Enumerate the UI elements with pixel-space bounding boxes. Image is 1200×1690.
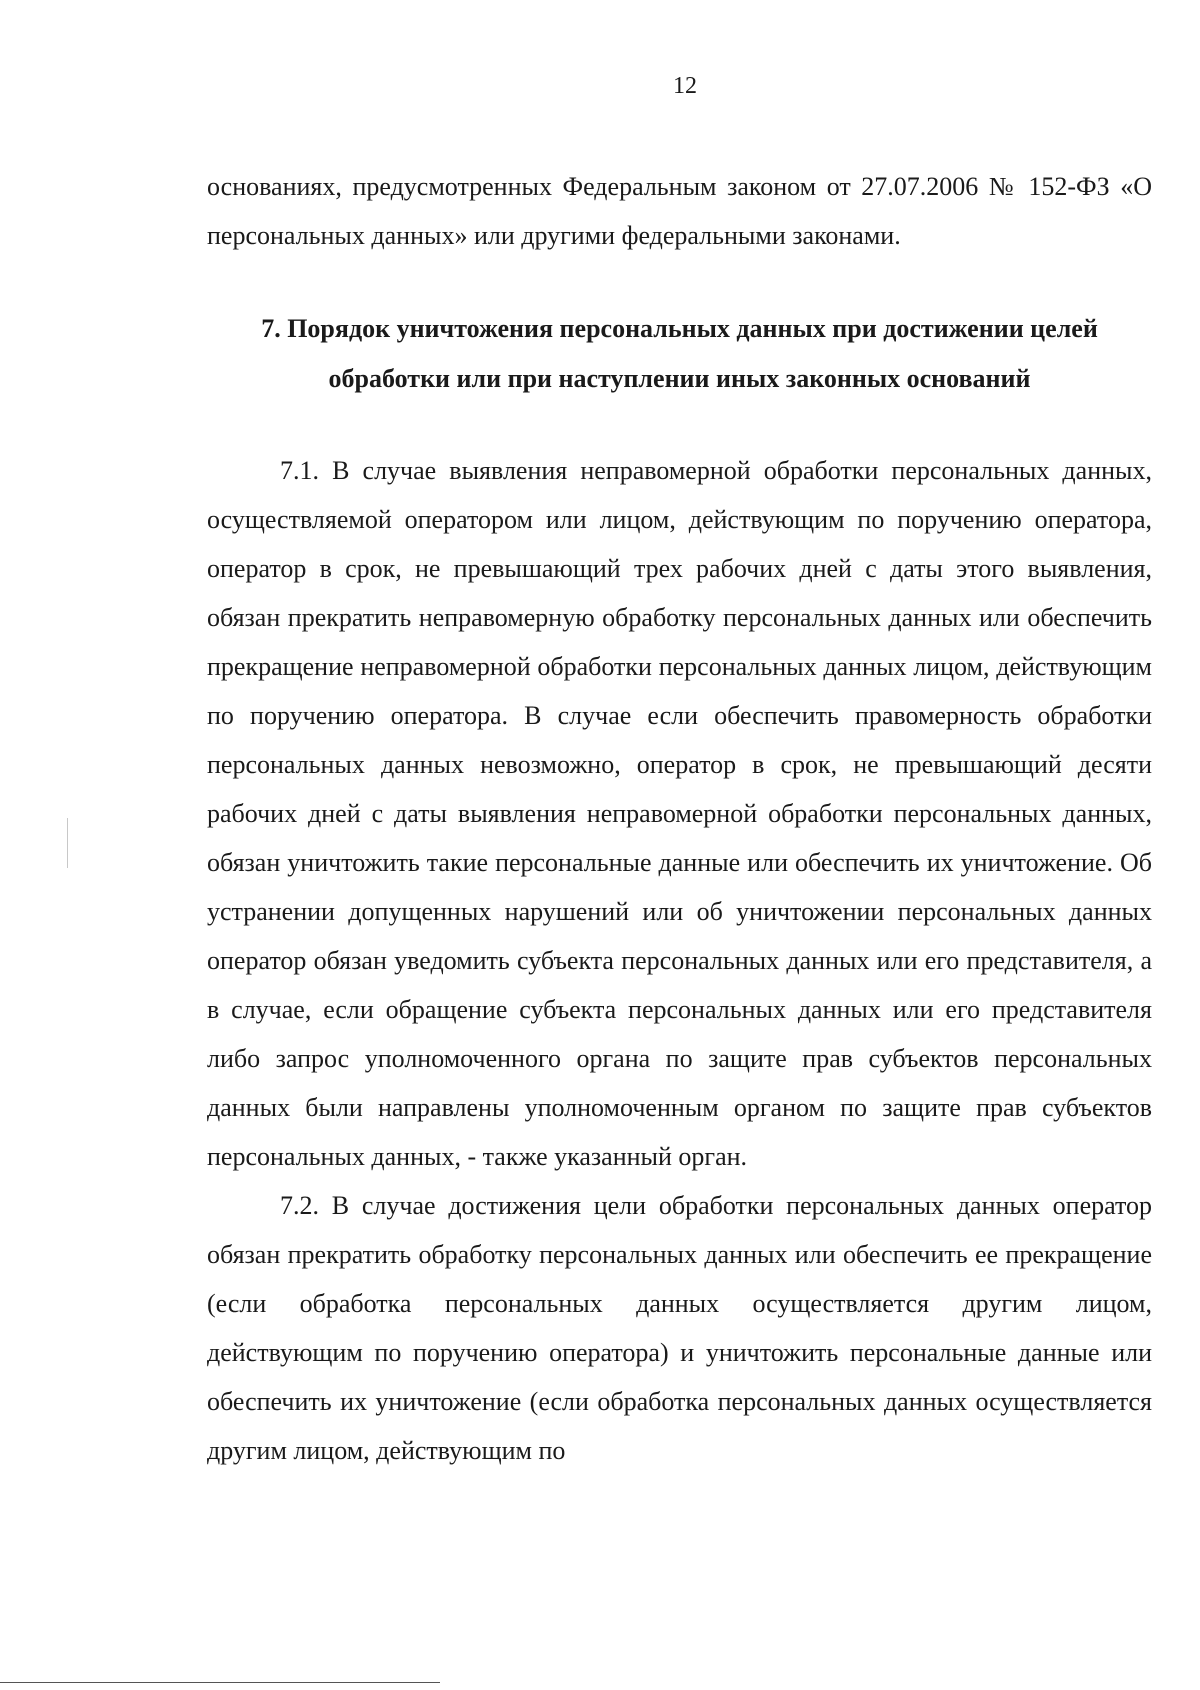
bottom-rule-divider [0, 1682, 440, 1683]
page-number: 12 [673, 73, 697, 99]
section-heading: 7. Порядок уничтожения персональных данных при достижении целей обработки или при наступлении иных законных оснований [261, 314, 1098, 393]
intro-paragraph-block [207, 162, 1152, 260]
section-body [207, 446, 1152, 1475]
paragraph-7-1: 7.1. В случае выявления неправомерной обработки персональных данных, осуществляемой оператором или лицом, действующим по поручению оператора, оператор в срок, не превышающий трех рабочих дней с даты этого выявления, обязан прекратить неправомерную обработку персональных данных или обеспечить прекращение неправомерной обработки персональных данных лицом, действующим по поручению оператора. В случае если обеспечить правомерность обработки персональных данных невозможно, оператор в срок, не превышающий десяти рабочих дней с даты выявления неправомерной обработки персональных данных, обязан уничтожить такие персональные данные или обеспечить их уничтожение. Об устранении допущенных нарушений или об уничтожении персональных данных оператор обязан уведомить субъекта персональных данных или его представителя, а в случае, если обращение субъекта персональных данных или его представителя либо запрос уполномоченного органа по защите прав субъектов персональных данных были направлены уполномоченным органом по защите прав субъектов персональных данных, - также указанный орган. [207, 456, 1152, 1171]
paragraph-7-2: 7.2. В случае достижения цели обработки персональных данных оператор обязан прекратить обработку персональных данных или обеспечить ее прекращение (если обработка персональных данных осуществляется другим лицом, действующим по поручению оператора) и уничтожить персональные данные или обеспечить их уничтожение (если обработка персональных данных осуществляется другим лицом, действующим по [207, 1191, 1152, 1465]
scan-artifact-mark [67, 818, 68, 868]
intro-paragraph: основаниях, предусмотренных Федеральным законом от 27.07.2006 № 152-ФЗ «О персональных данных» или другими федеральными законами. [207, 172, 1152, 250]
